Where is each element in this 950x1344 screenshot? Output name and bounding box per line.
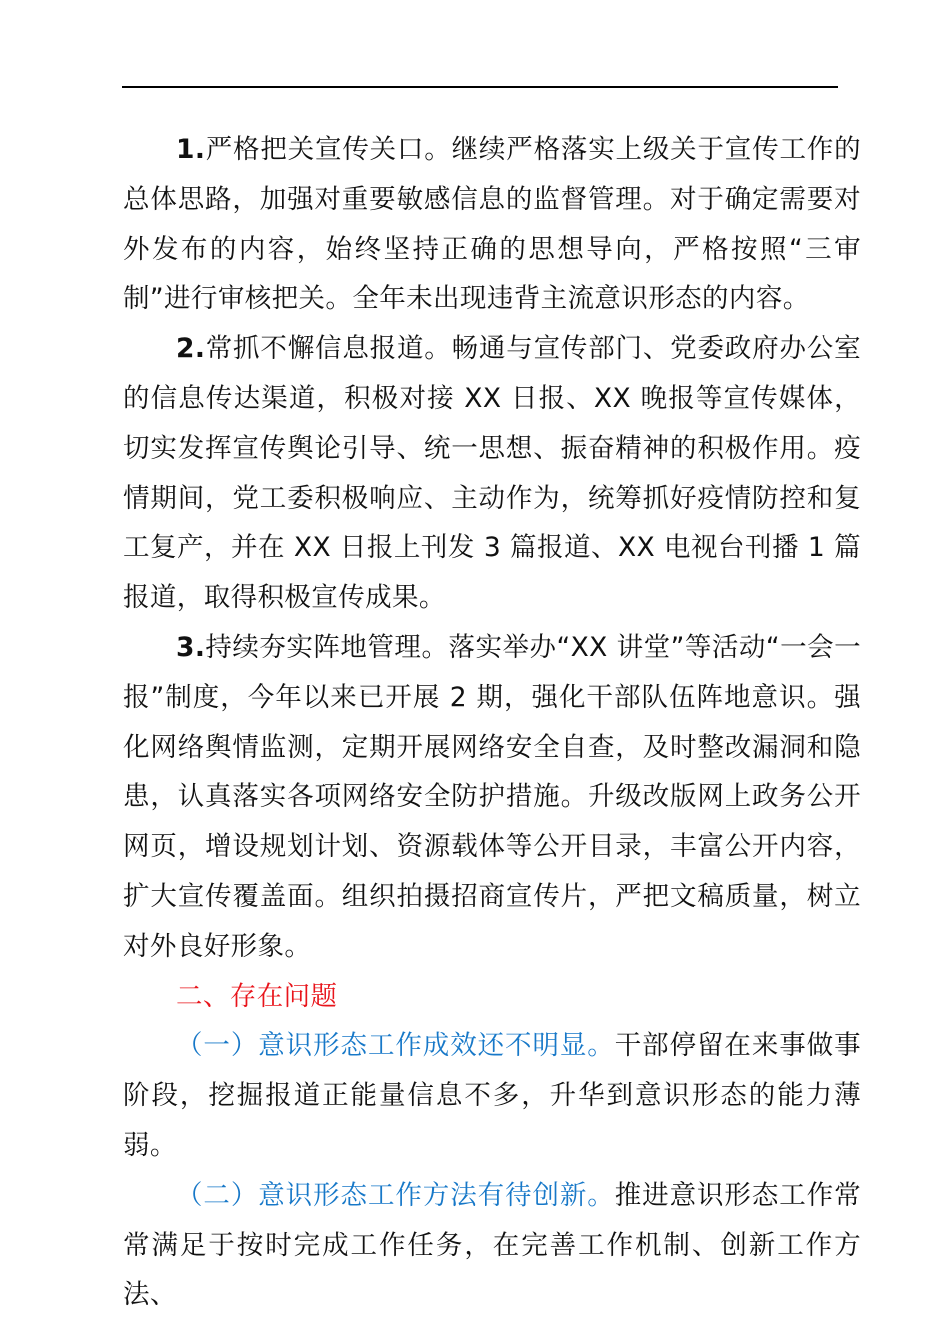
issue-text: 推进意识形态工作常常满足于按时完成工作任务，在完善工作机制、创新工作方法、	[123, 1179, 861, 1311]
section-heading: 二、存在问题	[176, 980, 338, 1012]
paragraph-text: 严格把关宣传关口。继续严格落实上级关于宣传工作的总体思路，加强对重要敏感信息的监督管理。对于确定需要对外发布的内容，始终坚持正确的思想导向，严格按照“三审制”进行审核把关。全年未出现违背主流意识形态的内容。	[123, 134, 861, 315]
issue-1	[123, 1021, 861, 1170]
paragraph-2	[123, 324, 861, 623]
issue-text: 干部停留在来事做事阶段，挖掘报道正能量信息不多，升华到意识形态的能力薄弱。	[123, 1030, 861, 1161]
document-body	[123, 125, 861, 1320]
paragraph-number: 1.	[176, 134, 206, 165]
paragraph-text: 常抓不懈信息报道。畅通与宣传部门、党委政府办公室的信息传达渠道，积极对接 XX 日报、XX 晚报等宣传媒体，切实发挥宣传舆论引导、统一思想、振奋精神的积极作用。疫情期间，党工委积极响应、主动作为，统筹抓好疫情防控和复工复产，并在 XX 日报上刊发 3 篇报道、XX 电视台刊播 1 篇报道，取得积极宣传成果。	[123, 333, 861, 614]
paragraph-text: 持续夯实阵地管理。落实举办“XX 讲堂”等活动“一会一报”制度，今年以来已开展 2 期，强化干部队伍阵地意识。强化网络舆情监测，定期开展网络安全自查，及时整改漏洞和隐患，认真落实各项网络安全防护措施。升级改版网上政务公开网页，增设规划计划、资源载体等公开目录，丰富公开内容，扩大宣传覆盖面。组织拍摄招商宣传片，严把文稿质量，树立对外良好形象。	[123, 631, 861, 962]
paragraph-1	[123, 125, 861, 324]
header-rule	[122, 86, 838, 88]
paragraph-number: 3.	[176, 631, 206, 663]
issue-title: （一）意识形态工作成效还不明显。	[176, 1030, 615, 1062]
issue-2	[123, 1171, 861, 1320]
issue-title: （二）意识形态工作方法有待创新。	[176, 1179, 615, 1211]
paragraph-number: 2.	[176, 333, 206, 365]
paragraph-3	[123, 623, 861, 972]
